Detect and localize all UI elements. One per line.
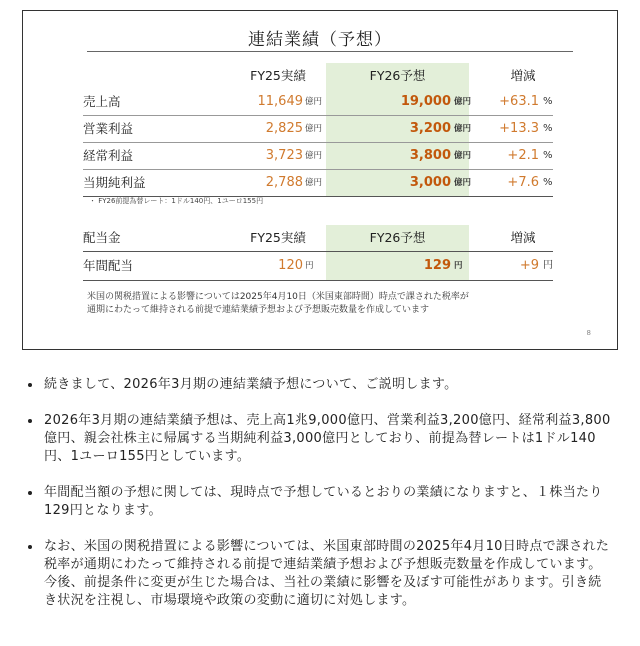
list-item <box>26 412 612 466</box>
fx-rate-note: ・ FY26前提為替レート：1ドル140円、1ユーロ155円 <box>89 197 264 205</box>
table-row <box>83 116 553 142</box>
fy26-value: 3,200 <box>409 121 451 136</box>
fy26-value: 3,000 <box>409 175 451 190</box>
dividend-label: 年間配当 <box>83 258 134 273</box>
change-value: +2.1 <box>507 148 539 163</box>
list-item <box>26 538 612 610</box>
unit-label: 億円 <box>305 124 323 134</box>
fy26-value: 3,800 <box>409 148 451 163</box>
dividend-change-value: +9 <box>519 258 539 273</box>
yen-unit: 円 <box>305 261 314 271</box>
header-change: 増減 <box>510 230 536 245</box>
change-value: +7.6 <box>507 175 539 190</box>
header-fy25: FY25実績 <box>250 68 306 83</box>
row-label: 売上高 <box>83 94 121 109</box>
unit-label: 億円 <box>454 97 472 107</box>
fy26-value: 19,000 <box>400 94 451 109</box>
list-item-text: 続きまして、2026年3月期の連結業績予想について、ご説明します。 <box>44 377 458 392</box>
table-row <box>83 143 553 169</box>
list-item <box>26 376 612 394</box>
percent-label: % <box>543 177 553 188</box>
tariff-note-line2: 通期にわたって維持される前提で連結業績予想および予想販売数量を作成しています <box>87 305 430 315</box>
table-row <box>83 170 553 196</box>
list-item-text: 年間配当額の予想に関しては、現時点で予想しているとおりの業績になりますと、１株当たり129円となります。 <box>44 485 603 518</box>
row-label: 営業利益 <box>83 121 134 136</box>
header-fy25: FY25実績 <box>250 230 306 245</box>
row-label: 経常利益 <box>83 148 134 163</box>
list-item-text: 2026年3月期の連結業績予想は、売上高1兆9,000億円、営業利益3,200億円、経常利益3,800億円、親会社株主に帰属する当期純利益3,000億円としており、前提為替レートは1ドル140円、1ユーロ155円としています。 <box>44 413 611 464</box>
title-divider <box>87 51 573 52</box>
yen-unit: 円 <box>543 260 553 271</box>
header-change: 増減 <box>510 68 536 83</box>
commentary-list <box>26 376 612 628</box>
dividend-fy25-value: 120 <box>278 258 303 273</box>
fy25-value: 2,788 <box>265 175 303 190</box>
yen-unit: 円 <box>454 261 463 271</box>
percent-label: % <box>543 150 553 161</box>
change-value: +63.1 <box>499 94 539 109</box>
dividend-fy26-value: 129 <box>423 258 451 273</box>
tariff-note-line1: 米国の関税措置による影響については2025年4月10日（米国東部時間）時点で課された税率が <box>87 292 469 302</box>
fy25-value: 3,723 <box>265 148 303 163</box>
bullet-icon <box>28 491 32 495</box>
change-value: +13.3 <box>499 121 539 136</box>
fy25-value: 11,649 <box>257 94 303 109</box>
unit-label: 億円 <box>305 151 323 161</box>
bullet-icon <box>28 545 32 549</box>
results-header-row <box>83 63 553 89</box>
list-item-text: なお、米国の関税措置による影響については、米国東部時間の2025年4月10日時点で課された税率が通期にわたって維持される前提で連結業績予想および予想販売数量を作成しています。今後、前提条件に変更が生じた場合は、当社の業績に影響を及ぼす可能性があります。引き続き状況を注視し、市場環境や政策の変動に適切に対処します。 <box>44 539 610 608</box>
dividend-header-rule <box>83 251 553 252</box>
dividend-bottom-rule <box>83 280 553 281</box>
unit-label: 億円 <box>454 124 472 134</box>
unit-label: 億円 <box>305 178 323 188</box>
bullet-icon <box>28 383 32 387</box>
bullet-icon <box>28 419 32 423</box>
unit-label: 億円 <box>454 178 472 188</box>
list-item <box>26 484 612 520</box>
slide-panel <box>22 10 618 350</box>
table-row <box>83 89 553 115</box>
dividend-row <box>83 253 553 279</box>
percent-label: % <box>543 123 553 134</box>
fy25-value: 2,825 <box>265 121 303 136</box>
unit-label: 億円 <box>305 97 323 107</box>
percent-label: % <box>543 96 553 107</box>
unit-label: 億円 <box>454 151 472 161</box>
header-fy26: FY26予想 <box>369 230 426 245</box>
page-number: 8 <box>586 329 591 337</box>
dividend-header-label: 配当金 <box>83 230 121 245</box>
slide-title: 連結業績（予想） <box>248 30 392 50</box>
header-fy26: FY26予想 <box>369 68 426 83</box>
dividend-header-row <box>83 225 553 251</box>
row-label: 当期純利益 <box>83 175 146 190</box>
tariff-note <box>87 291 469 317</box>
